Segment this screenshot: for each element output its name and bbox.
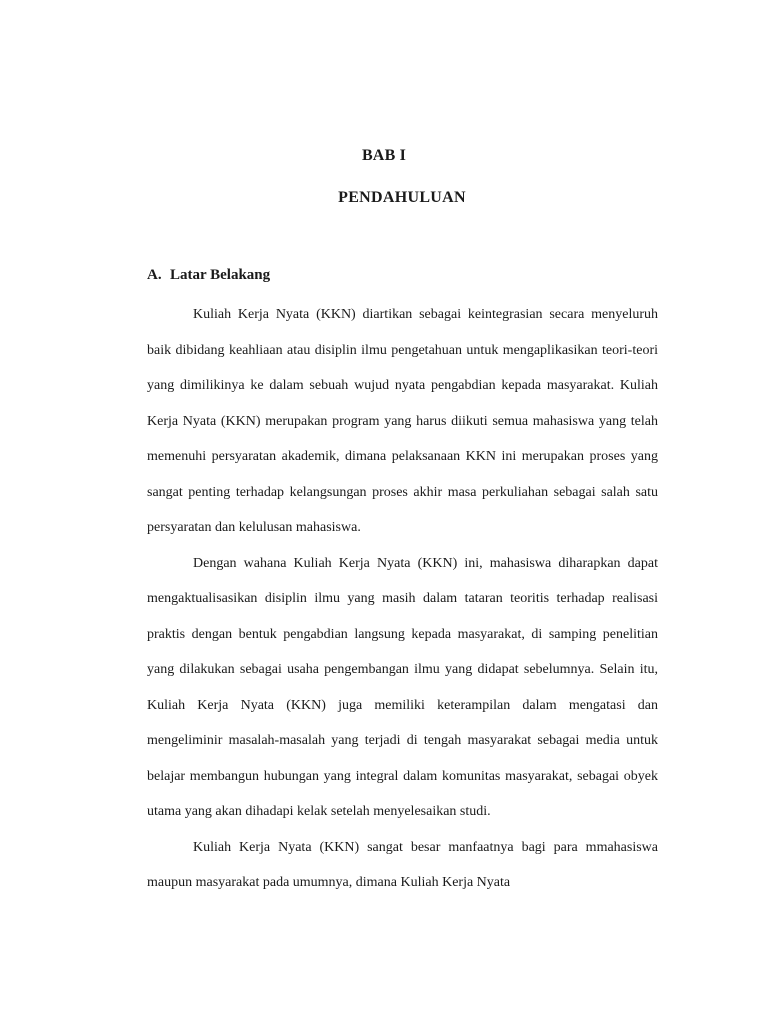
section-letter: A. [147, 267, 162, 283]
body-text [147, 297, 658, 901]
paragraph: Dengan wahana Kuliah Kerja Nyata (KKN) ini, mahasiswa diharapkan dapat mengaktualisasikan disiplin ilmu yang masih dalam tataran teoritis terhadap realisasi praktis dengan bentuk pengabdian langsung kepada masyarakat, di samping penelitian yang dilakukan sebagai usaha pengembangan ilmu yang didapat sebelumnya. Selain itu, Kuliah Kerja Nyata (KKN) juga memiliki keterampilan dalam mengatasi dan mengeliminir masalah-masalah yang terjadi di tengah masyarakat sebagai media untuk belajar membangun hubungan yang integral dalam komunitas masyarakat, sebagai obyek utama yang akan dihadapi kelak setelah menyelesaikan studi. [147, 555, 658, 819]
section-title: Latar Belakang [170, 267, 271, 283]
paragraph: Kuliah Kerja Nyata (KKN) diartikan sebagai keintegrasian secara menyeluruh baik dibidang keahliaan atau disiplin ilmu pengetahuan untuk mengaplikasikan teori-teori yang dimilikinya ke dalam sebuah wujud nyata pengabdian kepada masyarakat. Kuliah Kerja Nyata (KKN) merupakan program yang harus diikuti semua mahasiswa yang telah memenuhi persyaratan akademik, dimana pelaksanaan KKN ini merupakan proses yang sangat penting terhadap kelangsungan proses akhir masa perkuliahan sebagai salah satu persyaratan dan kelulusan mahasiswa. [147, 307, 658, 535]
chapter-number: BAB I [361, 147, 407, 164]
chapter-title: PENDAHULUAN [338, 189, 466, 206]
paragraph: Kuliah Kerja Nyata (KKN) sangat besar manfaatnya bagi para mmahasiswa maupun masyarakat pada umumnya, dimana Kuliah Kerja Nyata [147, 839, 658, 890]
section-heading [147, 267, 270, 284]
